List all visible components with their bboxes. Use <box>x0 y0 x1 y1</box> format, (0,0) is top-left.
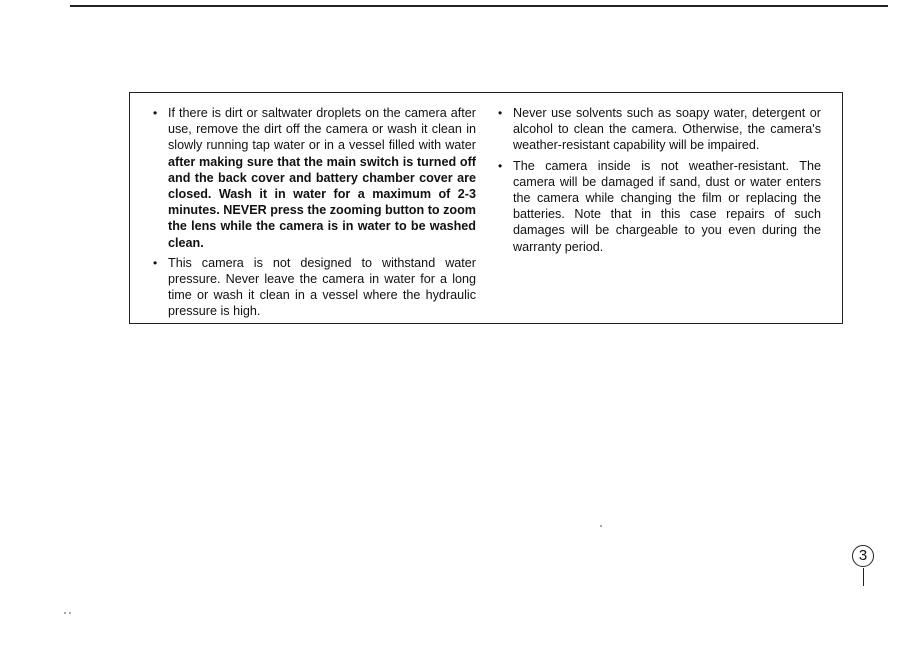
notice-text-regular: The camera inside is not weather-resistant. The camera will be damaged if sand, dust or water enters the camera while changing the film or replacing the batteries. Note that in this case repairs of such damages will be chargeable to you even during the warranty period. <box>513 158 821 254</box>
page-number: 3 <box>852 545 874 567</box>
page-number-marker <box>852 545 876 589</box>
scan-speck <box>600 525 602 527</box>
notice-right-column <box>497 105 821 259</box>
notice-text-regular: If there is dirt or saltwater droplets on the camera after use, remove the dirt off the camera or wash it clean in slowly running tap water or in a vessel filled with water <box>168 106 476 153</box>
bullet-dot-icon: • <box>498 158 503 173</box>
notice-text-bold: after making sure that the main switch is turned off and the back cover and battery chamber cover are closed. Wash it in water for a maximum of 2-3 minutes. NEVER press the zooming button to zoom the lens while the camera is in water to be washed clean. <box>168 154 476 250</box>
bullet-dot-icon: • <box>153 106 158 120</box>
notice-box <box>129 92 843 324</box>
notice-text-regular: Never use solvents such as soapy water, detergent or alcohol to clean the camera. Otherwise, the camera's weather-resistant capability will be impaired. <box>513 106 821 153</box>
notice-item <box>497 158 821 255</box>
scan-speck <box>64 612 66 614</box>
scan-speck <box>69 612 71 614</box>
page-number-tick <box>863 568 864 586</box>
notice-text-regular: This camera is not designed to withstand water pressure. Never leave the camera in water for a long time or wash it clean in a vessel where the hydraulic pressure is high. <box>168 255 476 319</box>
bullet-dot-icon: • <box>153 255 158 270</box>
top-rule <box>70 5 888 7</box>
notice-item <box>152 255 476 320</box>
notice-left-column <box>152 105 476 324</box>
notice-item <box>152 105 476 251</box>
bullet-dot-icon: • <box>498 106 503 120</box>
notice-item <box>497 105 821 154</box>
